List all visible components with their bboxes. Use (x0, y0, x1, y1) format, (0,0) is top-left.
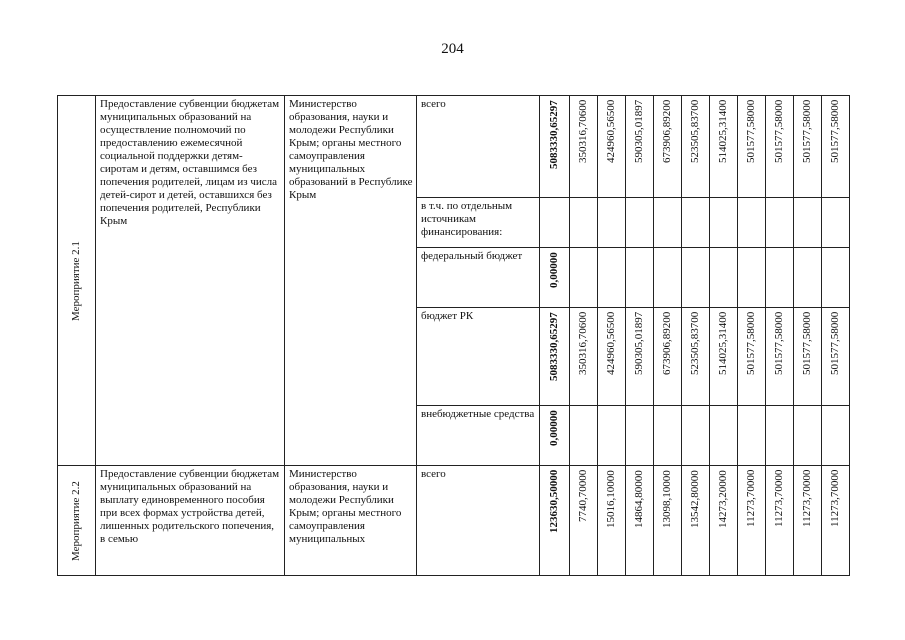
empty-cell (822, 406, 850, 466)
year-value-cell (738, 466, 766, 576)
total-value-cell (540, 466, 570, 576)
year-value: 501577,58000 (773, 99, 785, 163)
year-value: 350316,70600 (577, 99, 589, 163)
year-value-cell (766, 96, 794, 198)
activity-executor: Министерство образования, науки и молодежи Республики Крым; органы местного самоуправления муниципальных (289, 468, 402, 545)
year-value: 11273,70000 (773, 469, 785, 527)
year-value-cell (710, 96, 738, 198)
activity-description-cell (96, 96, 285, 466)
year-value: 501577,58000 (745, 99, 757, 163)
funding-source-label-cell (417, 248, 540, 308)
total-value-cell (540, 406, 570, 466)
year-value: 7740,70000 (577, 469, 589, 522)
year-value: 13542,80000 (689, 470, 701, 528)
empty-cell (766, 406, 794, 466)
empty-cell (598, 248, 626, 308)
empty-cell (654, 248, 682, 308)
empty-cell (682, 248, 710, 308)
year-value-cell (710, 308, 738, 406)
empty-cell (794, 248, 822, 308)
empty-cell (626, 198, 654, 248)
budget-table (57, 95, 850, 576)
page-number: 204 (441, 41, 464, 57)
empty-cell (626, 248, 654, 308)
year-value: 514025,31400 (717, 311, 729, 375)
year-value-cell (570, 96, 598, 198)
year-value-cell (766, 466, 794, 576)
funding-source-label: федеральный бюджет (421, 250, 523, 262)
total-value-cell (540, 248, 570, 308)
year-value-cell (654, 96, 682, 198)
year-value-cell (794, 96, 822, 198)
empty-cell (598, 198, 626, 248)
activity-description: Предоставление субвенции бюджетам муниципальных образований на выплату единовременного пособия при всех формах устройства детей, лишенных родительского попечения, в семью (100, 468, 280, 545)
empty-cell (598, 406, 626, 466)
year-value-cell (822, 466, 850, 576)
empty-cell (570, 198, 598, 248)
year-value-cell (626, 96, 654, 198)
year-value: 590305,01897 (633, 311, 645, 375)
total-value-cell (540, 198, 570, 248)
year-value-cell (738, 96, 766, 198)
funding-source-label-cell (417, 406, 540, 466)
activity-code: Мероприятие 2.2 (70, 480, 82, 561)
year-value-cell (794, 466, 822, 576)
total-value-cell (540, 96, 570, 198)
activity-description: Предоставление субвенции бюджетам муниципальных образований на осуществление полномочий по предоставлению ежемесячной социальной поддержки детям-сиротам и детям, оставшимся без попечения родителей, лицам из числа детей-сирот и детей, оставшихся без попечения родителей, Республики Крым (100, 98, 280, 227)
empty-cell (654, 406, 682, 466)
year-value: 501577,58000 (745, 311, 757, 375)
year-value-cell (738, 308, 766, 406)
year-value: 350316,70600 (577, 311, 589, 375)
year-value: 501577,58000 (801, 99, 813, 163)
total-value: 5083330,65297 (548, 100, 560, 169)
year-value: 14273,20000 (717, 470, 729, 528)
total-value: 0,00000 (548, 252, 560, 288)
year-value-cell (682, 466, 710, 576)
empty-cell (738, 406, 766, 466)
empty-cell (654, 198, 682, 248)
empty-cell (570, 248, 598, 308)
year-value: 501577,58000 (829, 99, 841, 163)
funding-source-label-cell (417, 96, 540, 198)
empty-cell (710, 406, 738, 466)
funding-source-label-cell (417, 466, 540, 576)
year-value: 523505,83700 (689, 99, 701, 163)
table-body (58, 96, 850, 576)
year-value: 424960,56500 (605, 99, 617, 163)
year-value-cell (710, 466, 738, 576)
year-value: 673906,89200 (661, 99, 673, 163)
year-value: 11273,70000 (801, 469, 813, 527)
empty-cell (738, 248, 766, 308)
year-value: 673906,89200 (661, 311, 673, 375)
empty-cell (682, 406, 710, 466)
year-value-cell (626, 308, 654, 406)
table-row (58, 466, 850, 576)
empty-cell (570, 406, 598, 466)
table-row (58, 96, 850, 198)
empty-cell (766, 248, 794, 308)
activity-executor: Министерство образования, науки и молодежи Республики Крым; органы местного самоуправления муниципальных образований в Республике Крым (289, 98, 413, 201)
funding-source-label-cell (417, 198, 540, 248)
year-value-cell (570, 308, 598, 406)
year-value: 501577,58000 (829, 311, 841, 375)
year-value: 501577,58000 (773, 311, 785, 375)
year-value-cell (654, 466, 682, 576)
funding-source-label: внебюджетные средства (421, 408, 535, 420)
year-value-cell (598, 466, 626, 576)
funding-source-label: в т.ч. по отдельным источникам финансирования: (421, 200, 513, 238)
year-value: 15016,10000 (605, 470, 617, 528)
year-value: 501577,58000 (801, 311, 813, 375)
empty-cell (794, 406, 822, 466)
empty-cell (710, 198, 738, 248)
year-value-cell (654, 308, 682, 406)
empty-cell (822, 198, 850, 248)
activity-executor-cell (285, 466, 417, 576)
empty-cell (738, 198, 766, 248)
total-value: 123630,50000 (548, 469, 560, 533)
activity-code-cell (58, 466, 96, 576)
year-value-cell (794, 308, 822, 406)
year-value-cell (626, 466, 654, 576)
year-value-cell (822, 96, 850, 198)
activity-code-cell (58, 96, 96, 466)
empty-cell (710, 248, 738, 308)
year-value: 590305,01897 (633, 99, 645, 163)
year-value: 514025,31400 (717, 99, 729, 163)
total-value: 5083330,65297 (548, 312, 560, 381)
empty-cell (794, 198, 822, 248)
year-value-cell (682, 308, 710, 406)
funding-source-label: всего (421, 98, 446, 110)
year-value: 13098,10000 (661, 470, 673, 528)
year-value: 424960,56500 (605, 311, 617, 375)
year-value: 14864,80000 (633, 470, 645, 528)
activity-description-cell (96, 466, 285, 576)
year-value: 11273,70000 (745, 469, 757, 527)
funding-source-label: всего (421, 468, 446, 480)
empty-cell (766, 198, 794, 248)
activity-executor-cell (285, 96, 417, 466)
total-value: 0,00000 (548, 410, 560, 446)
funding-source-label-cell (417, 308, 540, 406)
year-value-cell (766, 308, 794, 406)
empty-cell (682, 198, 710, 248)
year-value: 523505,83700 (689, 311, 701, 375)
year-value-cell (570, 466, 598, 576)
year-value-cell (598, 96, 626, 198)
total-value-cell (540, 308, 570, 406)
year-value: 11273,70000 (829, 469, 841, 527)
empty-cell (822, 248, 850, 308)
funding-source-label: бюджет РК (421, 310, 474, 322)
year-value-cell (598, 308, 626, 406)
year-value-cell (682, 96, 710, 198)
activity-code: Мероприятие 2.1 (70, 240, 82, 321)
year-value-cell (822, 308, 850, 406)
empty-cell (626, 406, 654, 466)
